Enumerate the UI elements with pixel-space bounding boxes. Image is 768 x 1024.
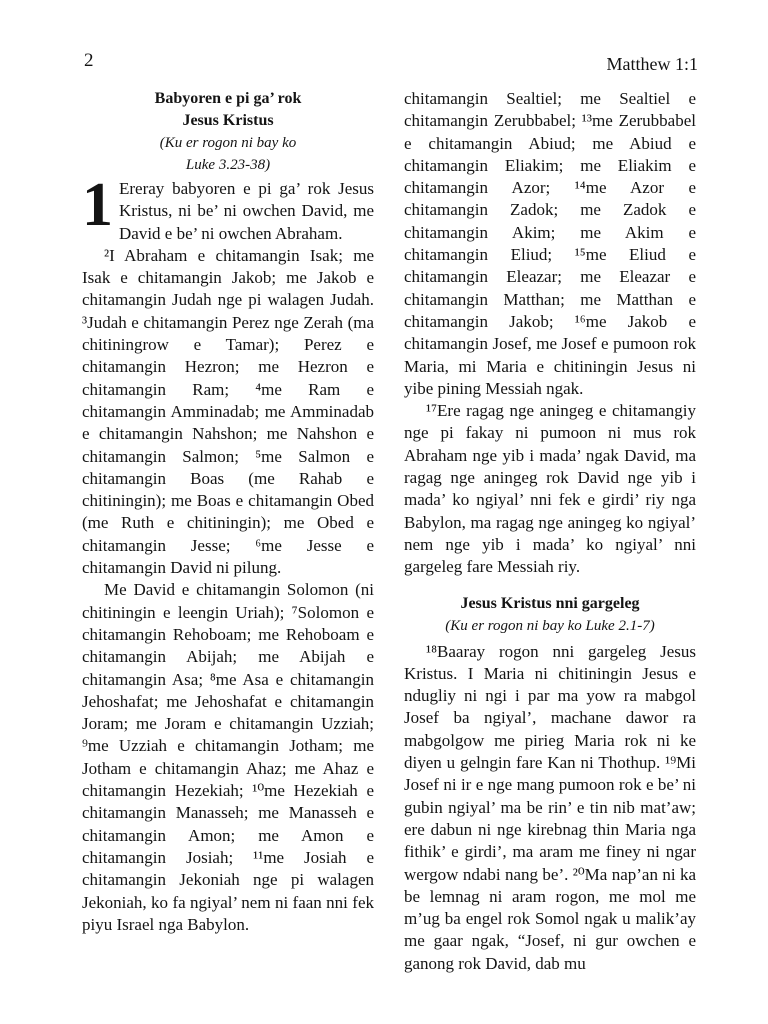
section-cross-reference-birth: (Ku er rogon ni bay ko Luke 2.1-7) <box>445 617 655 634</box>
chapter-number-dropcap: 1 <box>82 171 113 239</box>
section-title-birth: Jesus Kristus nni gargeleg <box>460 594 640 612</box>
generations-summary: ¹⁷Ere ragag nge aningeg e chitamangiy nge pi fakay ni pumoon ni mus rok Abraham nge yib i mada’ ngak David, ma ragag nge aningeg rok David nge yib i mada’ ko ngiyal’ nni fek e girdi’ riy nga Babylon, ma ragag nge aningeg ko ngiyal’ nem nge yib i mada’ ko ngiyal’ nni gargeleg fare Messiah riy. <box>404 401 696 577</box>
genealogy-paragraph-2: Me David e chitamangin Solomon (ni chitiningin e leengin Uriah); ⁷Solomon e chitamangin Rehoboam; me Rehoboam e chitamangin Abijah; me Abijah e chitamangin Asa; ⁸me Asa e chitamangin Jehoshafat; me Jehoshafat e chitamangin Joram; me Joram e chitamangin Uzziah; ⁹me Uzziah e chitamangin Jotham; me Jotham e chitamangin Ahaz; me Ahaz e chitamangin Hezekiah; ¹⁰me Hezekiah e chitamangin Manasseh; me Manasseh e chitamangin Amon; me Amon e chitamangin Josiah; ¹¹me Josiah e chitamangin Jekoniah nge pi walagen Jekoniah, ko fa ngiyal’ nem ni faan nni fek piyu Israel nga Babylon. <box>82 580 374 934</box>
genealogy-continuation: chitamangin Sealtiel; me Sealtiel e chitamangin Zerubbabel; ¹³me Zerubbabel e chitamangin Abiud; me Abiud e chitamangin Eliakim; me Eliakim e chitamangin Azor; ¹⁴me Azor e chitamangin Zadok; me Zadok e chitamangin Akim; me Akim e chitamangin Eliud; ¹⁵me Eliud e chitamangin Eleazar; me Eleazar e chitamangin Matthan; me Matthan e chitamangin Jakob; ¹⁶me Jakob e chitamangin Josef, me Josef e pumoon rok Maria, mi Maria e chitiningin Jesus ni yibe pining Messiah ngak. <box>404 89 696 398</box>
right-column <box>404 88 696 975</box>
section-title-line1: Babyoren e pi ga’ rok <box>154 90 302 107</box>
cross-reference-line1: (Ku er rogon ni bay ko <box>159 135 297 151</box>
birth-narrative: ¹⁸Baaray rogon nni gargeleg Jesus Kristus. I Maria ni chitiningin Jesus e ndugliy ni ngi i par ma yow ra mabgol Josef ba ngiyal’, machane dawor ra mabgolgow me pirieg Maria rok ni ke diyen u gelngin fare Kan ni Thothup. ¹⁹Mi Josef ni ir e nge mang pumoon rok e be’ ni gubin ngiyal’ ma be rin’ e tin nib mat’aw; ere dabun ni nge kirebnag thin Maria nga fithik’ e girdi’, ma aram me finey ni ngar wergow ndabi nang be’. ²⁰Ma nap’an ni ka be lemnag ni aram rogon, me mol me m’ug ba engel rok Somol ngak u malik’ay me gaar ngak, “Josef, ni gur owchen e ganong rok David, dab mu <box>404 641 696 973</box>
chapter-opening-paragraph <box>82 171 374 245</box>
left-column <box>82 88 374 936</box>
verse-text: Ereray babyoren e pi ga’ rok Jesus Kristus, ni be’ ni owchen David, me David e be’ ni owchen Abraham. <box>119 179 374 243</box>
section-title-line2: Jesus Kristus <box>182 112 274 129</box>
section-cross-reference <box>82 132 374 176</box>
running-head: Matthew 1:1 <box>606 54 698 74</box>
cross-reference-line2: Luke 3.23-38) <box>185 157 271 173</box>
section-title <box>82 88 374 132</box>
page-number: 2 <box>84 50 94 71</box>
genealogy-paragraph: ²I Abraham e chitamangin Isak; me Isak e chitamangin Jakob; me Jakob e chitamangin Judah nge pi walagen Judah. ³Judah e chitamangin Perez nge Zerah (ma chitiningrow e Tamar); Perez e chitamangin Hezron; me Hezron e chitamangin Ram; ⁴me Ram e chitamangin Amminadab; me Amminadab e chitamangin Nahshon; me Nahshon e chitamangin Salmon; ⁵me Salmon e chitamangin Boas (me Rahab e chitiningin); me Boas e chitamangin Obed (me Ruth e chitiningin); me Obed e chitamangin Jesse; ⁶me Jesse e chitamangin David ni pilung. <box>82 245 374 578</box>
